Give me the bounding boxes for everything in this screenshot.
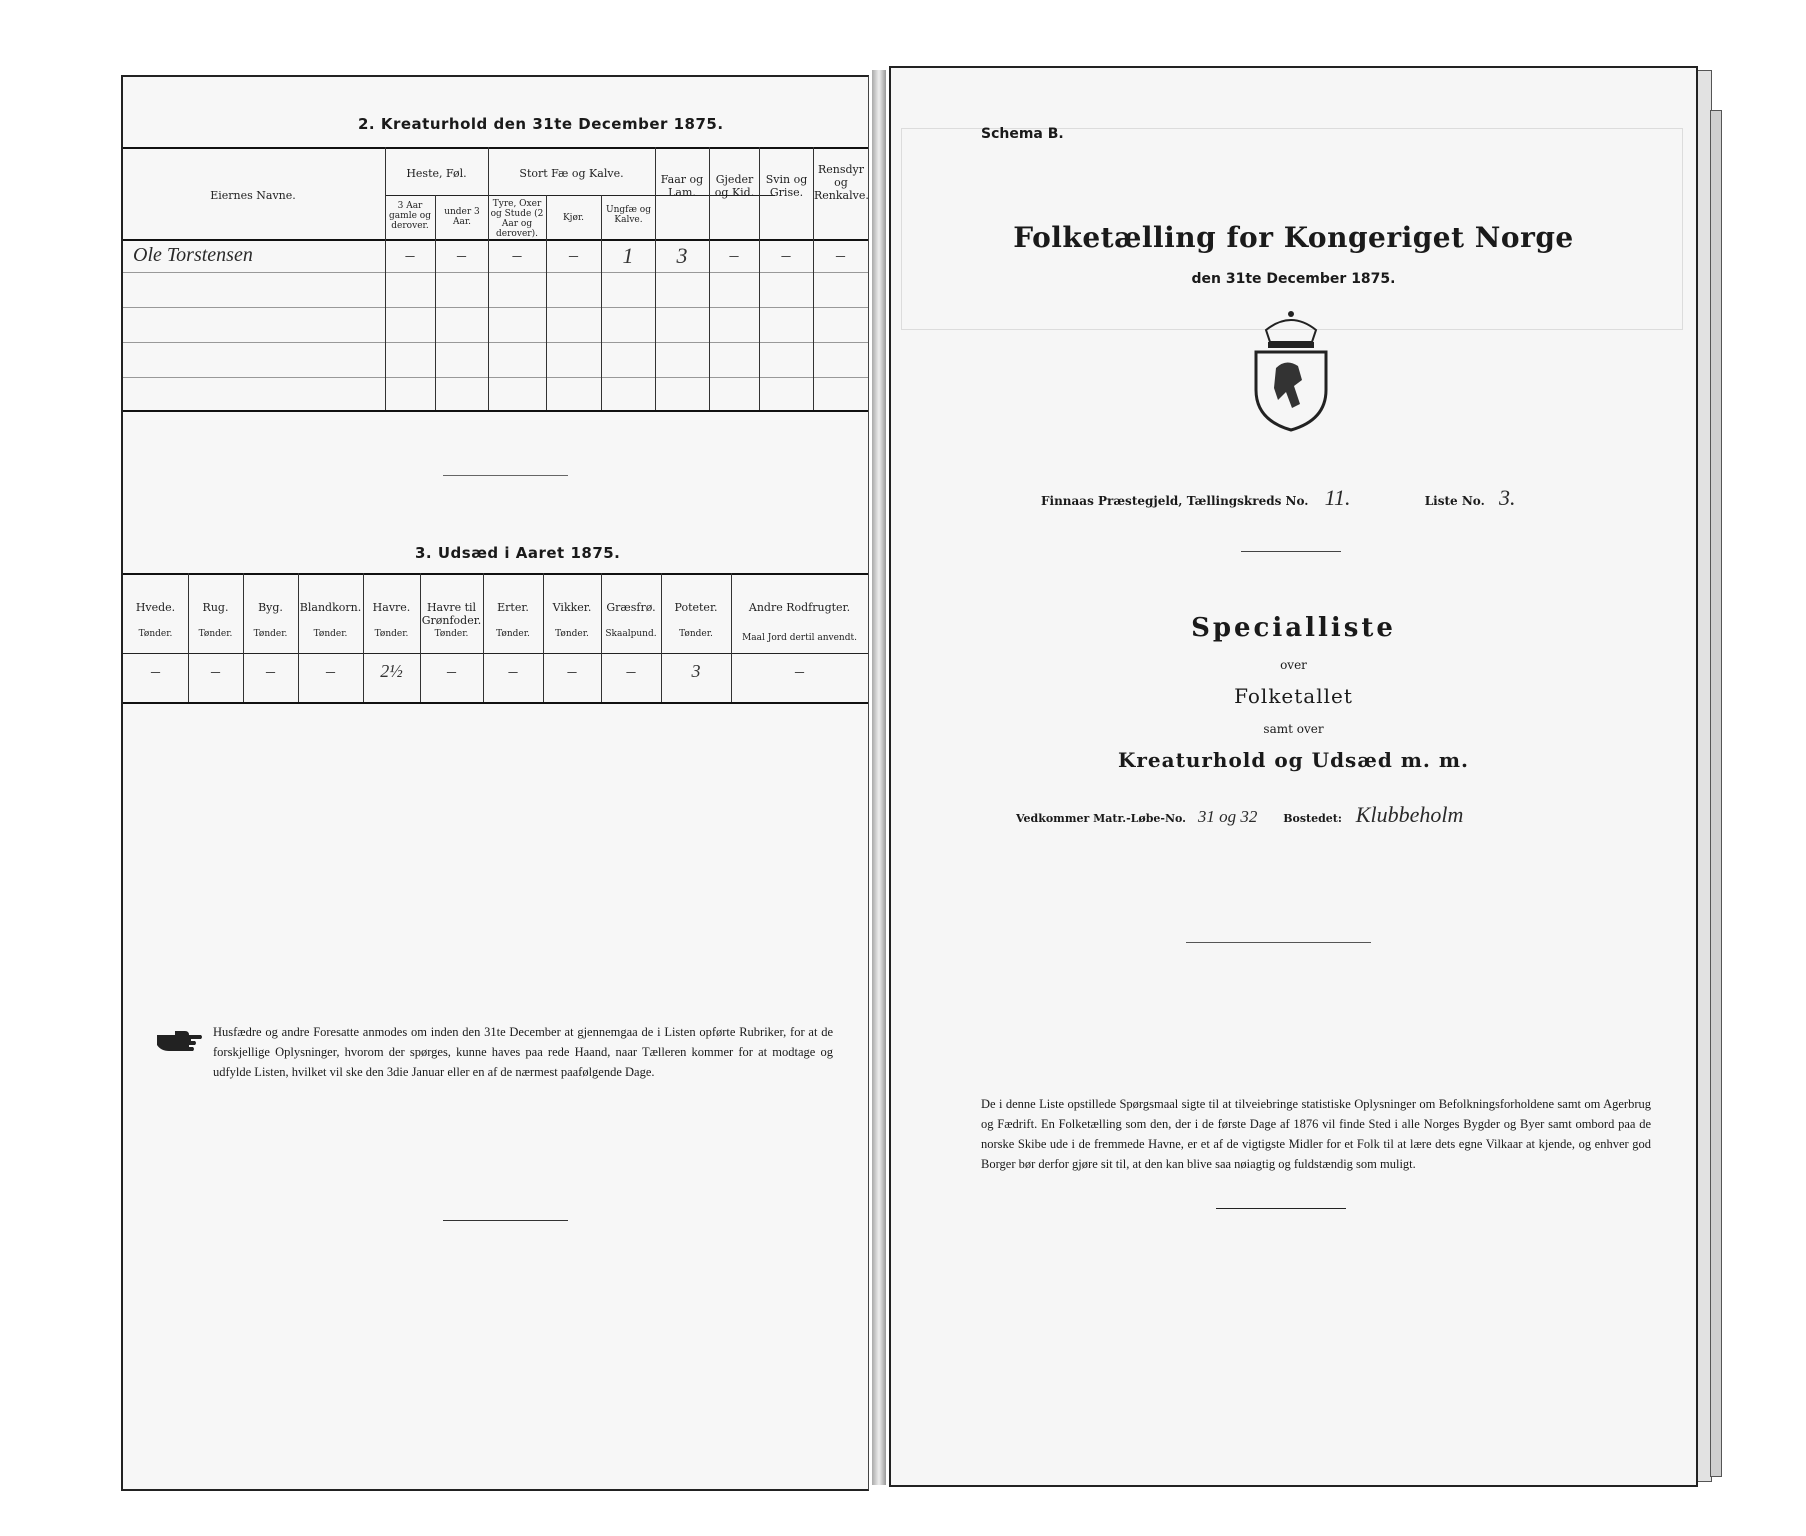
book-spine: [872, 70, 886, 1485]
bosted-value: Klubbeholm: [1355, 802, 1464, 827]
table3-header-rule: [123, 653, 868, 654]
table2-col-divider: [546, 195, 547, 410]
header-cattle: Stort Fæ og Kalve.: [519, 167, 624, 180]
header-sheep: Faar og Lam.: [660, 173, 704, 199]
section3-title: 3. Udsæd i Aaret 1875.: [415, 544, 621, 562]
table3-header: Byg.: [258, 601, 283, 614]
decorative-rule: [1216, 1208, 1346, 1209]
subtitle: den 31te December 1875.: [1191, 271, 1396, 287]
table3-value: –: [626, 661, 636, 681]
table3-value: –: [211, 661, 220, 681]
kreaturhold-label: Kreaturhold og Udsæd m. m.: [1118, 748, 1469, 772]
table3-value: 3: [691, 661, 701, 681]
table2-col-divider: [655, 147, 656, 410]
table3-header: Erter.: [497, 601, 529, 614]
table2-row-rule: [123, 377, 868, 378]
cell-pigs: –: [781, 245, 791, 265]
cell-reindeer: –: [836, 245, 845, 265]
table3-header: Blandkorn.: [299, 601, 362, 614]
matr-line: [1016, 802, 1656, 828]
table2-header-rule: [123, 239, 868, 241]
header-cattle-cows: Kjør.: [562, 213, 585, 223]
table3-value: –: [795, 661, 804, 681]
folketallet-label: Folketallet: [1234, 684, 1353, 708]
header-owner: Eiernes Navne.: [210, 189, 296, 202]
table2-col-divider: [601, 195, 602, 410]
decorative-rule: [443, 475, 568, 476]
cell-cattle-young: 1: [622, 243, 634, 268]
pointing-hand-icon: [155, 1027, 203, 1053]
header-horses: Heste, Føl.: [406, 167, 467, 180]
table2-top-rule: [123, 147, 868, 149]
table3-header: Rug.: [202, 601, 229, 614]
table3-unit: Maal Jord dertil anvendt.: [742, 633, 857, 643]
table3-unit: Tønder.: [198, 629, 233, 639]
table3-value: –: [326, 661, 335, 681]
table3-header: Poteter.: [674, 601, 718, 614]
decorative-rule: [1241, 551, 1341, 552]
samt-over-label: samt over: [1263, 722, 1324, 736]
decorative-rule: [1186, 942, 1371, 943]
header-pigs: Svin og Grise.: [765, 173, 808, 199]
table3-unit: Tønder.: [253, 629, 288, 639]
header-cattle-young: Ungfæ og Kalve.: [606, 205, 651, 225]
parish-label: Finnaas Præstegjeld,: [1041, 494, 1183, 508]
table2-row-rule: [123, 342, 868, 343]
table3-value: –: [151, 661, 160, 681]
list-label: Liste No.: [1424, 494, 1485, 508]
list-value: 3.: [1498, 485, 1516, 510]
intro-paragraph: De i denne Liste opstillede Spørgsmaal sigte til at tilveiebringe statistiske Oplysninger om Befolkningsforholdene samt om Agerbrug og Fædrift. En Folketælling som den, der i de første Dage af 1876 vil finde Sted i alle Norges Bygder og Byer samt ombord paa de norske Skibe ude i de fremmede Havne, er et af de vigtigste Midler for et Folk til at lære dets egne Vilkaar at kjende, og enhver god Borger bør derfor gjøre sit til, at den kan blive saa nøiagtig og fuldstændig som muligt.: [981, 1097, 1651, 1171]
page-stack-edge-outer: [1710, 110, 1722, 1477]
special-title: Specialliste: [1191, 613, 1396, 643]
table3-header: Hvede.: [135, 601, 176, 614]
table3-header: Havre til Grønfoder.: [421, 601, 482, 627]
table3-unit: Tønder.: [434, 629, 469, 639]
header-horses-young: under 3 Aar.: [444, 207, 480, 227]
table3-header: Vikker.: [552, 601, 592, 614]
cell-sheep: 3: [676, 243, 688, 268]
table3-header: Havre.: [372, 601, 411, 614]
table3-header: Andre Rodfrugter.: [748, 601, 851, 614]
table2-bottom-rule: [123, 410, 868, 412]
table2-col-divider: [488, 147, 489, 410]
cell-cattle-cows: –: [569, 245, 578, 265]
matr-label: Vedkommer Matr.-Løbe-No.: [1016, 812, 1186, 825]
over-label: over: [1280, 658, 1307, 672]
table2-col-divider: [385, 147, 386, 410]
table3-unit: Tønder.: [138, 629, 173, 639]
table3-bottom-rule: [123, 702, 868, 704]
table2-col-divider: [435, 195, 436, 410]
header-goats: Gjeder og Kid.: [714, 173, 755, 199]
main-title: Folketælling for Kongeriget Norge: [1013, 221, 1574, 254]
row-owner: Ole Torstensen: [133, 244, 253, 266]
decorative-rule: [443, 1220, 568, 1221]
table3-top-rule: [123, 573, 868, 575]
table3-unit: Tønder.: [374, 629, 409, 639]
header-cattle-bulls: Tyre, Oxer og Stude (2 Aar og derover).: [490, 199, 544, 239]
table3-unit: Tønder.: [555, 629, 589, 639]
section2-title: 2. Kreaturhold den 31te December 1875.: [358, 115, 724, 133]
table2-row-rule: [123, 272, 868, 273]
bosted-label: Bostedet:: [1283, 812, 1342, 825]
right-page: [889, 66, 1698, 1487]
cell-goats: –: [729, 245, 739, 265]
district-value: 11.: [1324, 485, 1351, 510]
table3-value: –: [567, 661, 577, 681]
coat-of-arms-icon: [1246, 308, 1336, 433]
header-horses-old: 3 Aar gamle og derover.: [389, 201, 431, 231]
location-line: [1041, 485, 1641, 511]
table2-row-rule: [123, 307, 868, 308]
table3-unit: Tønder.: [496, 629, 530, 639]
district-label: Tællingskreds No.: [1186, 494, 1309, 508]
table3-unit: Tønder.: [679, 629, 713, 639]
matr-value: 31 og 32: [1197, 807, 1258, 826]
table3-value: –: [447, 661, 456, 681]
table3-unit: Tønder.: [313, 629, 348, 639]
cell-horses-old: –: [405, 245, 415, 265]
cell-cattle-bulls: –: [512, 245, 522, 265]
header-reindeer: Rensdyr og Renkalve.: [814, 163, 869, 202]
table3-value: –: [266, 661, 275, 681]
left-page: [121, 75, 869, 1491]
table3-value: 2½: [380, 661, 403, 681]
notice-text: Husfædre og andre Foresatte anmodes om inden den 31te December at gjennemgaa de i Listen opførte Rubriker, for at de forskjellige Oplysninger, hvorom der spørges, kunne haves paa rede Haand, naar Tælleren kommer for at modtage og udfylde Listen, hvilket vil ske den 3die Januar eller en af de nærmest paafølgende Dage.: [213, 1025, 833, 1079]
schema-label: Schema B.: [981, 126, 1064, 142]
table3-value: –: [508, 661, 518, 681]
table3-header: Græsfrø.: [606, 601, 656, 614]
table3-unit: Skaalpund.: [605, 629, 657, 639]
cell-horses-young: –: [457, 245, 466, 265]
